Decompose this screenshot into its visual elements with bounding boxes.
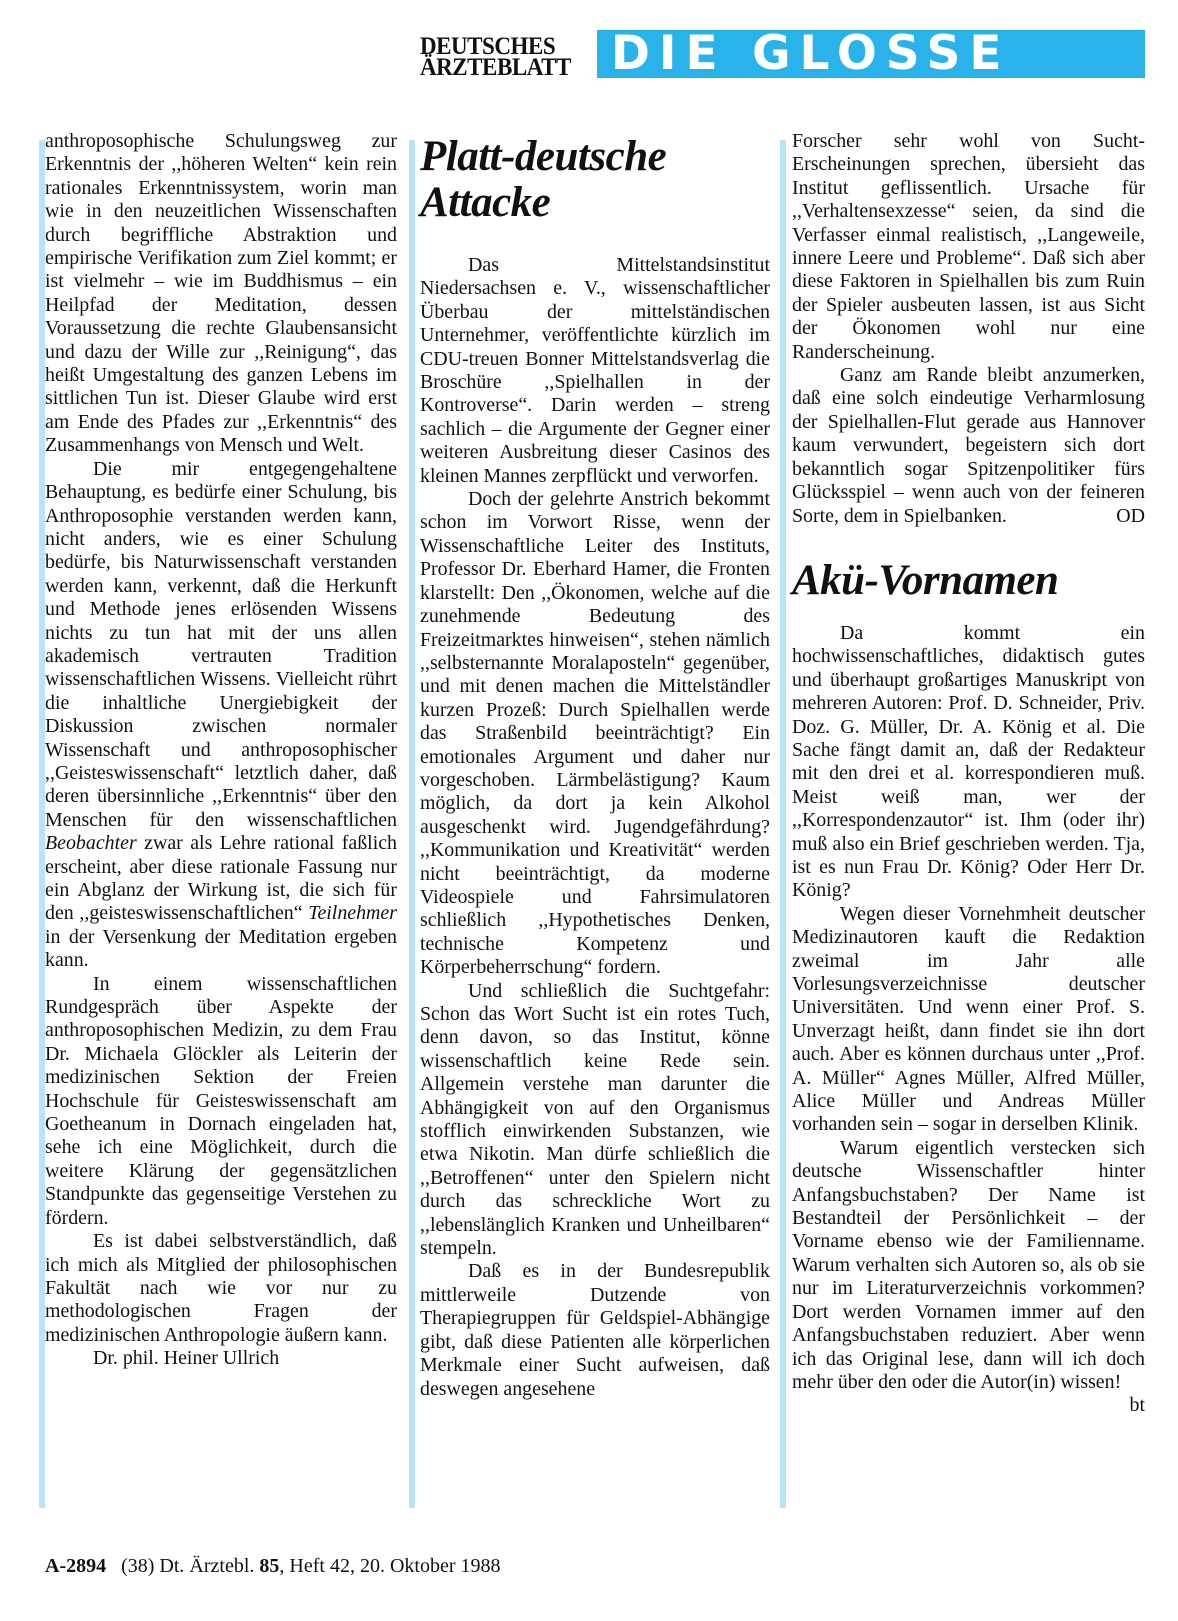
column-2 — [420, 130, 770, 1520]
footer-volume: 85 — [259, 1555, 280, 1577]
page-footer — [45, 1555, 500, 1578]
headline-akue-vornamen: Akü-Vornamen — [792, 556, 1059, 604]
headline-platt-deutsche-attacke — [420, 134, 770, 226]
col1-paragraph-3: In einem wissenschaftlichen Rundgespräch über Aspekte der anthroposophischen Medizin, zu dem Frau Dr. Michaela Glöckler als Leiterin der medizinischen Sektion der Freien Hochschule für Geisteswissenschaft am Goetheanum in Dornach eingeladen hat, sehe ich eine Möglichkeit, durch die weitere Klärung der gegensätzlichen Standpunkte das gegenseitige Verstehen zu fördern. — [45, 972, 397, 1229]
col1-p2-emphasis-teilnehmer: Teilnehmer — [308, 902, 397, 925]
col1-p2-text-b: zwar als Lehre rational faßlich erscheint, aber diese rationale Fassung nur ein Abglanz der Wirkung ist, die sich für den ,,geisteswissenschaftlichen“ — [45, 832, 397, 925]
col2-paragraph-3: Und schließlich die Suchtgefahr: Schon das Wort Sucht ist ein rotes Tuch, denn davon, so das Institut, könne wissenschaftlich keine Rede sein. Allgemein verstehe man darunter die Abhängigkeit von auf den Organismus stofflich einwirkenden Substanzen, wie etwa Nikotin. Man dürfe schließlich die ,,Betroffenen“ unter den Spielern nicht durch das schreckliche Wort zu ,,lebenslänglich Kranken und Unheilbaren“ stempeln. — [420, 979, 770, 1260]
col3-p5-text: Warum eigentlich verstecken sich deutsche Wissenschaftler hinter Anfangsbuchstaben? Der Name ist Bestandteil der Persönlichkeit – der Vorname ebenso wie der Familienname. Warum verhalten sich Autoren so, als ob sie nur im Literaturverzeichnis vorkommen? Dort werden Vornamen immer auf den Anfangsbuchstaben reduziert. Aber wenn ich das Original lese, dann will ich doch mehr über den oder die Autor(in) wissen! — [792, 1136, 1145, 1393]
headline-line-2: Attacke — [420, 179, 551, 226]
col2-paragraph-2: Doch der gelehrte Anstrich bekommt schon im Vorwort Risse, wenn der Wissenschaftliche Leiter des Instituts, Professor Dr. Eberhard Hamer, die Fronten klarstellt: Den ,,Ökonomen, welche auf die zunehmende Bedeutung des Freizeitmarktes hinweisen“, stehen nämlich ,,selbsternannte Moralaposteln“ gegenüber, und mit denen machen die Mittelständler kurzen Prozeß: Durch Spielhallen werde das Straßenbild beeinträchtigt? Ein emotionales Argument und daher nur vorgeschoben. Lärmbelästigung? Kaum möglich, da dort ja kein Alkohol ausgeschenkt wird. Jugendgefährdung? ,,Kommunikation und Kreativität“ werden nicht beeinträchtigt, da moderne Videospiele und Fahrsimulatoren schließlich ,,Hypothetisches Denken, technische Kompetenz und Körperbeherrschung“ fordern. — [420, 488, 770, 979]
col3-paragraph-5 — [792, 1136, 1145, 1417]
col1-paragraph-1: anthroposophische Schulungsweg zur Erkenntnis der ,,höheren Welten“ kein rein rationales Erkenntnissystem, worin man wie in den neuzeitlichen Wissenschaften durch begriffliche Abstraktion und empirische Verifikation zum Ziel kommt; er ist vielmehr – wie im Buddhismus – ein Heilpfad der Meditation, dessen Voraussetzung die rechte Glaubensansicht und dazu der Wille zur ,,Reinigung“, das heißt Umgestaltung des ganzen Lebens im sittlichen Tun ist. Dieser Glaube wird erst am Ende des Pfades zur ,,Erkenntnis“ des Zusammenhangs von Mensch und Welt. — [45, 130, 397, 457]
col2-paragraph-1: Das Mittelstandsinstitut Niedersachsen e. V., wissenschaftlicher Überbau der mittelständischen Unternehmer, veröffentlichte kürzlich im CDU-treuen Bonner Mittelstandsverlag die Broschüre ,,Spielhallen in der Kontroverse“. Darin werden – streng sachlich – die Argumente der Gegner einer weiteren Ausbreitung dieser Casinos des kleinen Mannes zerpflückt und verworfen. — [420, 254, 770, 487]
author-initials-bt: bt — [1129, 1394, 1145, 1417]
section-title: DIE GLOSSE — [611, 26, 1011, 81]
col1-paragraph-4: Es ist dabei selbstverständlich, daß ich mich als Mitglied der philosophischen Fakultät nach wie vor nur zu methodologischen Fragen der medizinischen Anthropologie äußern kann. — [45, 1230, 397, 1346]
masthead-line1: DEUTSCHES — [420, 33, 556, 60]
col1-p2-text-c: in der Versenkung der Meditation ergeben kann. — [45, 925, 397, 972]
col1-paragraph-2 — [45, 458, 397, 973]
column-3 — [792, 130, 1145, 1520]
col3-p2-text: Ganz am Rande bleibt anzumerken, daß eine solch eindeutige Verharmlosung der Spielhallen-Flut gerade aus Hannover kaum verwundert, begeistern sich dort bekanntlich sogar Spitzenpolitiker fürs Glücksspiel – wenn auch von der feineren Sorte, dem in Spielbanken. — [792, 364, 1145, 527]
column-rule-3 — [780, 140, 786, 1508]
column-1 — [45, 130, 397, 1518]
headline-line-1: Platt-deutsche — [420, 133, 667, 180]
col3-paragraph-4: Wegen dieser Vornehmheit deutscher Medizinautoren kauft die Redaktion zweimal im Jahr alle Vorlesungsverzeichnisse deutscher Universitäten. Und wenn einer Prof. S. Unverzagt heißt, dann findet sie ihn dort auch. Aber es können durchaus unter ,,Prof. A. Müller“ Agnes Müller, Alfred Müller, Alice Müller und Andreas Müller vorhanden sein – sogar in derselben Klinik. — [792, 902, 1145, 1136]
col3-paragraph-2 — [792, 364, 1145, 528]
col2-paragraph-4: Daß es in der Bundesrepublik mittlerweile Dutzende von Therapiegruppen für Geldspiel-Abhängige gibt, daß diese Patienten alle körperlichen Merkmale einer Sucht aufweisen, daß deswegen angesehene — [420, 1260, 770, 1400]
masthead-line2: ÄRZTEBLATT — [420, 54, 571, 81]
masthead-logo — [420, 33, 595, 84]
col3-paragraph-3: Da kommt ein hochwissenschaftliches, didaktisch gutes und überhaupt großartiges Manuskript von mehreren Autoren: Prof. D. Schneider, Priv. Doz. G. Müller, Dr. A. König et al. Die Sache fängt damit an, daß der Redakteur mit den drei et al. korrespondieren muß. Meist weiß man, wer der ,,Korrespondenzautor“ ist. Ihm (oder ihr) muß also ein Brief geschrieben werden. Tja, ist es nun Frau Dr. König? Oder Herr Dr. König? — [792, 621, 1145, 902]
col1-p2-text-a: Die mir entgegengehaltene Behauptung, es bedürfe einer Schulung, bis Anthroposophie verstanden werden kann, nicht anders, wie es einer Schulung bedürfe, bis Naturwissenschaft verstanden werden kann, verkennt, daß die Herkunft und Methode jenes erlösenden Wissens nichts zu tun hat mit der uns allen akademisch vertrauten Tradition wissenschaftlichen Wissens. Vielleicht rührt die inhaltliche Unergiebigkeit der Diskussion zwischen normaler Wissenschaft und anthroposophischer ,,Geisteswissenschaft“ letztlich daher, daß deren übersinnliche ,,Erkenntnis“ über den Menschen für den wissenschaftlichen — [45, 457, 397, 831]
col1-p2-emphasis-beobachter: Beobachter — [45, 832, 137, 855]
col3-paragraph-1: Forscher sehr wohl von Sucht-Erscheinungen sprechen, übersieht das Institut geflissentlich. Ursache für ,,Verhaltensexzesse“ seien, da sind die Verfasser einmal realistisch, ,,Langeweile, innere Leere und Probleme“. Daß sich aber diese Faktoren in Spielhallen bis zum Ruin der Spieler ausbeuten lassen, ist aus Sicht der Ökonomen wohl nur eine Randerscheinung. — [792, 130, 1145, 363]
footer-page-number: A-2894 — [45, 1555, 107, 1577]
footer-citation-b: , Heft 42, 20. Oktober 1988 — [279, 1555, 501, 1577]
column-rule-2 — [409, 140, 415, 1508]
author-initials-od: OD — [1116, 504, 1145, 527]
col1-signature: Dr. phil. Heiner Ullrich — [93, 1347, 280, 1370]
section-banner — [597, 26, 1145, 81]
footer-citation-a: (38) Dt. Ärztebl. — [121, 1555, 260, 1577]
